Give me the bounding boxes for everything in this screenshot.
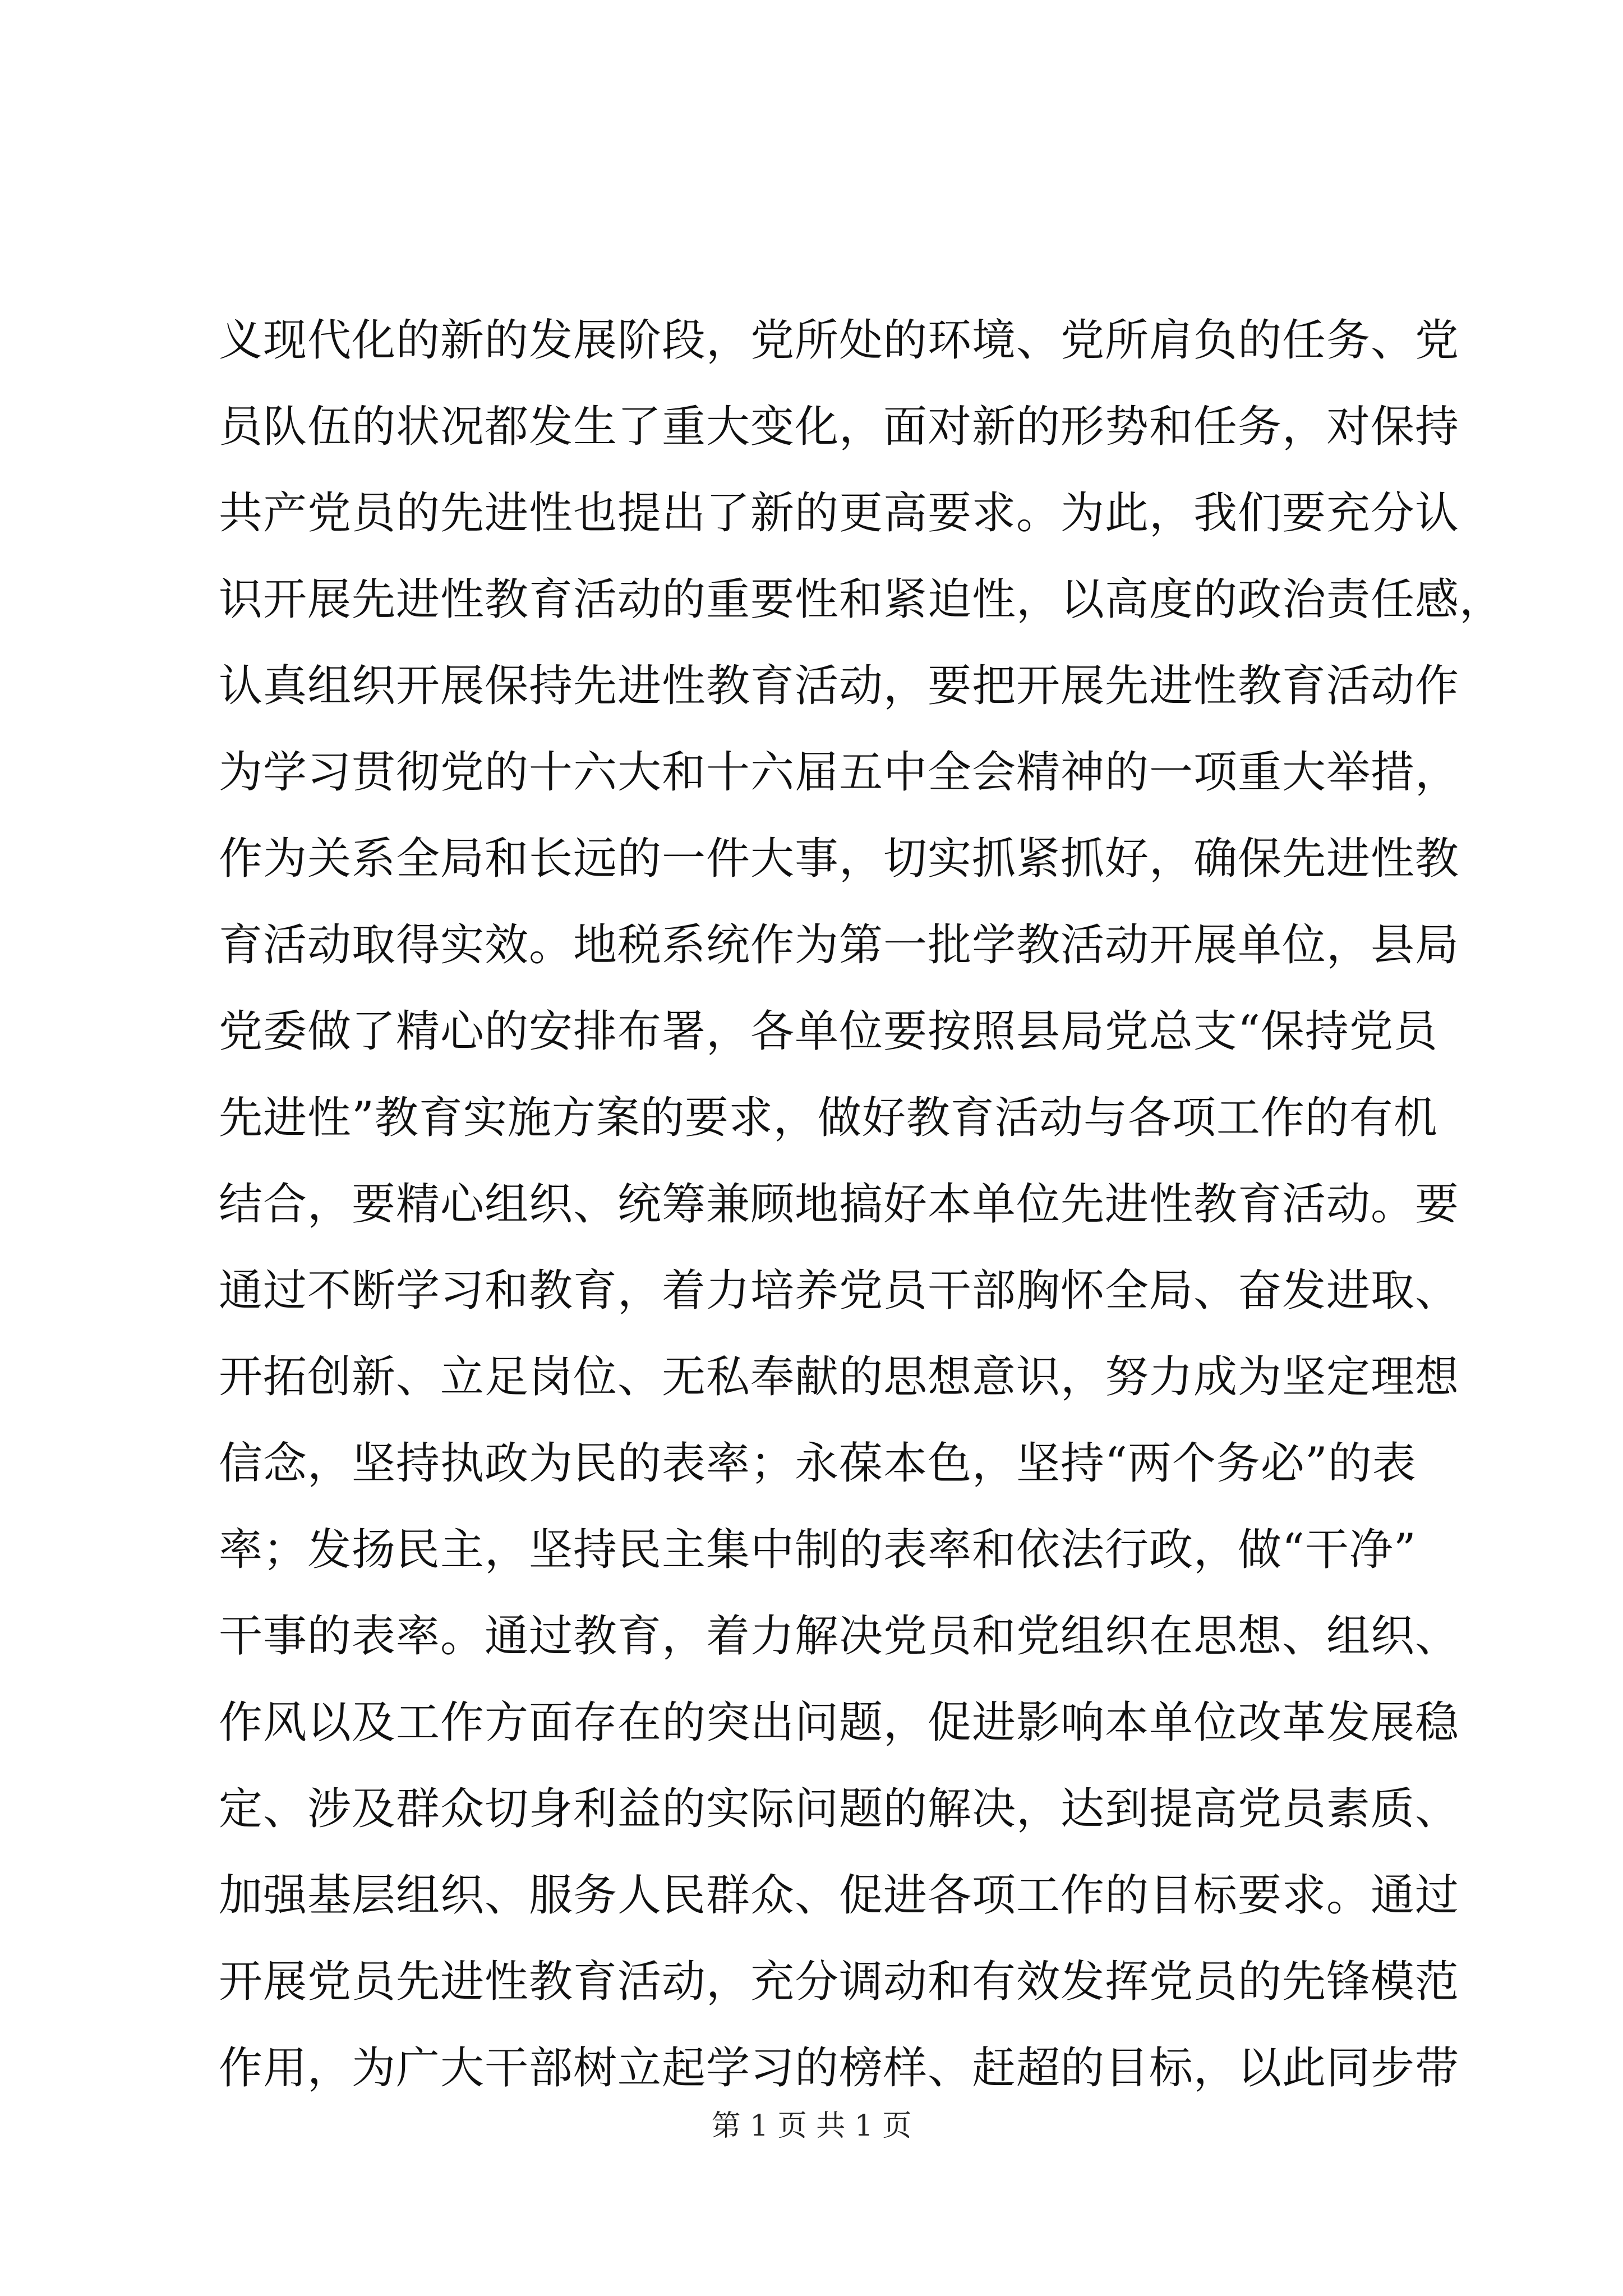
page-number: 第 1 页 共 1 页 xyxy=(711,2109,912,2143)
text-line: 通过不断学习和教育，着力培养党员干部胸怀全局、奋发进取、 xyxy=(219,1266,1460,1316)
page-footer xyxy=(0,2106,1623,2146)
text-line: 为学习贯彻党的十六大和十六届五中全会精神的一项重大举措， xyxy=(219,747,1460,798)
text-line: 义现代化的新的发展阶段，党所处的环境、党所肩负的任务、党 xyxy=(219,315,1460,366)
text-line: 认真组织开展保持先进性教育活动，要把开展先进性教育活动作 xyxy=(219,661,1460,711)
text-line: 作用，为广大干部树立起学习的榜样、赶超的目标，以此同步带 xyxy=(219,2043,1460,2093)
text-line: 先进性”教育实施方案的要求，做好教育活动与各项工作的有机 xyxy=(219,1093,1438,1143)
text-line: 共产党员的先进性也提出了新的更高要求。为此，我们要充分认 xyxy=(219,488,1460,539)
text-line: 信念，坚持执政为民的表率；永葆本色，坚持“两个务必”的表 xyxy=(219,1438,1417,1489)
text-line: 结合，要精心组织、统筹兼顾地搞好本单位先进性教育活动。要 xyxy=(219,1179,1460,1230)
text-line: 开展党员先进性教育活动，充分调动和有效发挥党员的先锋模范 xyxy=(219,1957,1460,2007)
text-line: 加强基层组织、服务人民群众、促进各项工作的目标要求。通过 xyxy=(219,1870,1460,1921)
text-line: 育活动取得实效。地税系统作为第一批学教活动开展单位，县局 xyxy=(219,920,1460,970)
text-line: 员队伍的状况都发生了重大变化，面对新的形势和任务，对保持 xyxy=(219,402,1460,452)
text-line: 干事的表率。通过教育，着力解决党员和党组织在思想、组织、 xyxy=(219,1611,1460,1662)
body-text xyxy=(219,297,1504,2111)
text-line: 率；发扬民主，坚持民主集中制的表率和依法行政，做“干净” xyxy=(219,1525,1417,1575)
text-line: 作为关系全局和长远的一件大事，切实抓紧抓好，确保先进性教 xyxy=(219,834,1460,884)
text-line: 识开展先进性教育活动的重要性和紧迫性，以高度的政治责任感， xyxy=(219,574,1504,625)
text-line: 党委做了精心的安排布署，各单位要按照县局党总支“保持党员 xyxy=(219,1006,1438,1057)
text-line: 定、涉及群众切身利益的实际问题的解决，达到提高党员素质、 xyxy=(219,1784,1460,1834)
text-line: 作风以及工作方面存在的突出问题，促进影响本单位改革发展稳 xyxy=(219,1697,1460,1748)
text-line: 开拓创新、立足岗位、无私奉献的思想意识，努力成为坚定理想 xyxy=(219,1352,1460,1402)
